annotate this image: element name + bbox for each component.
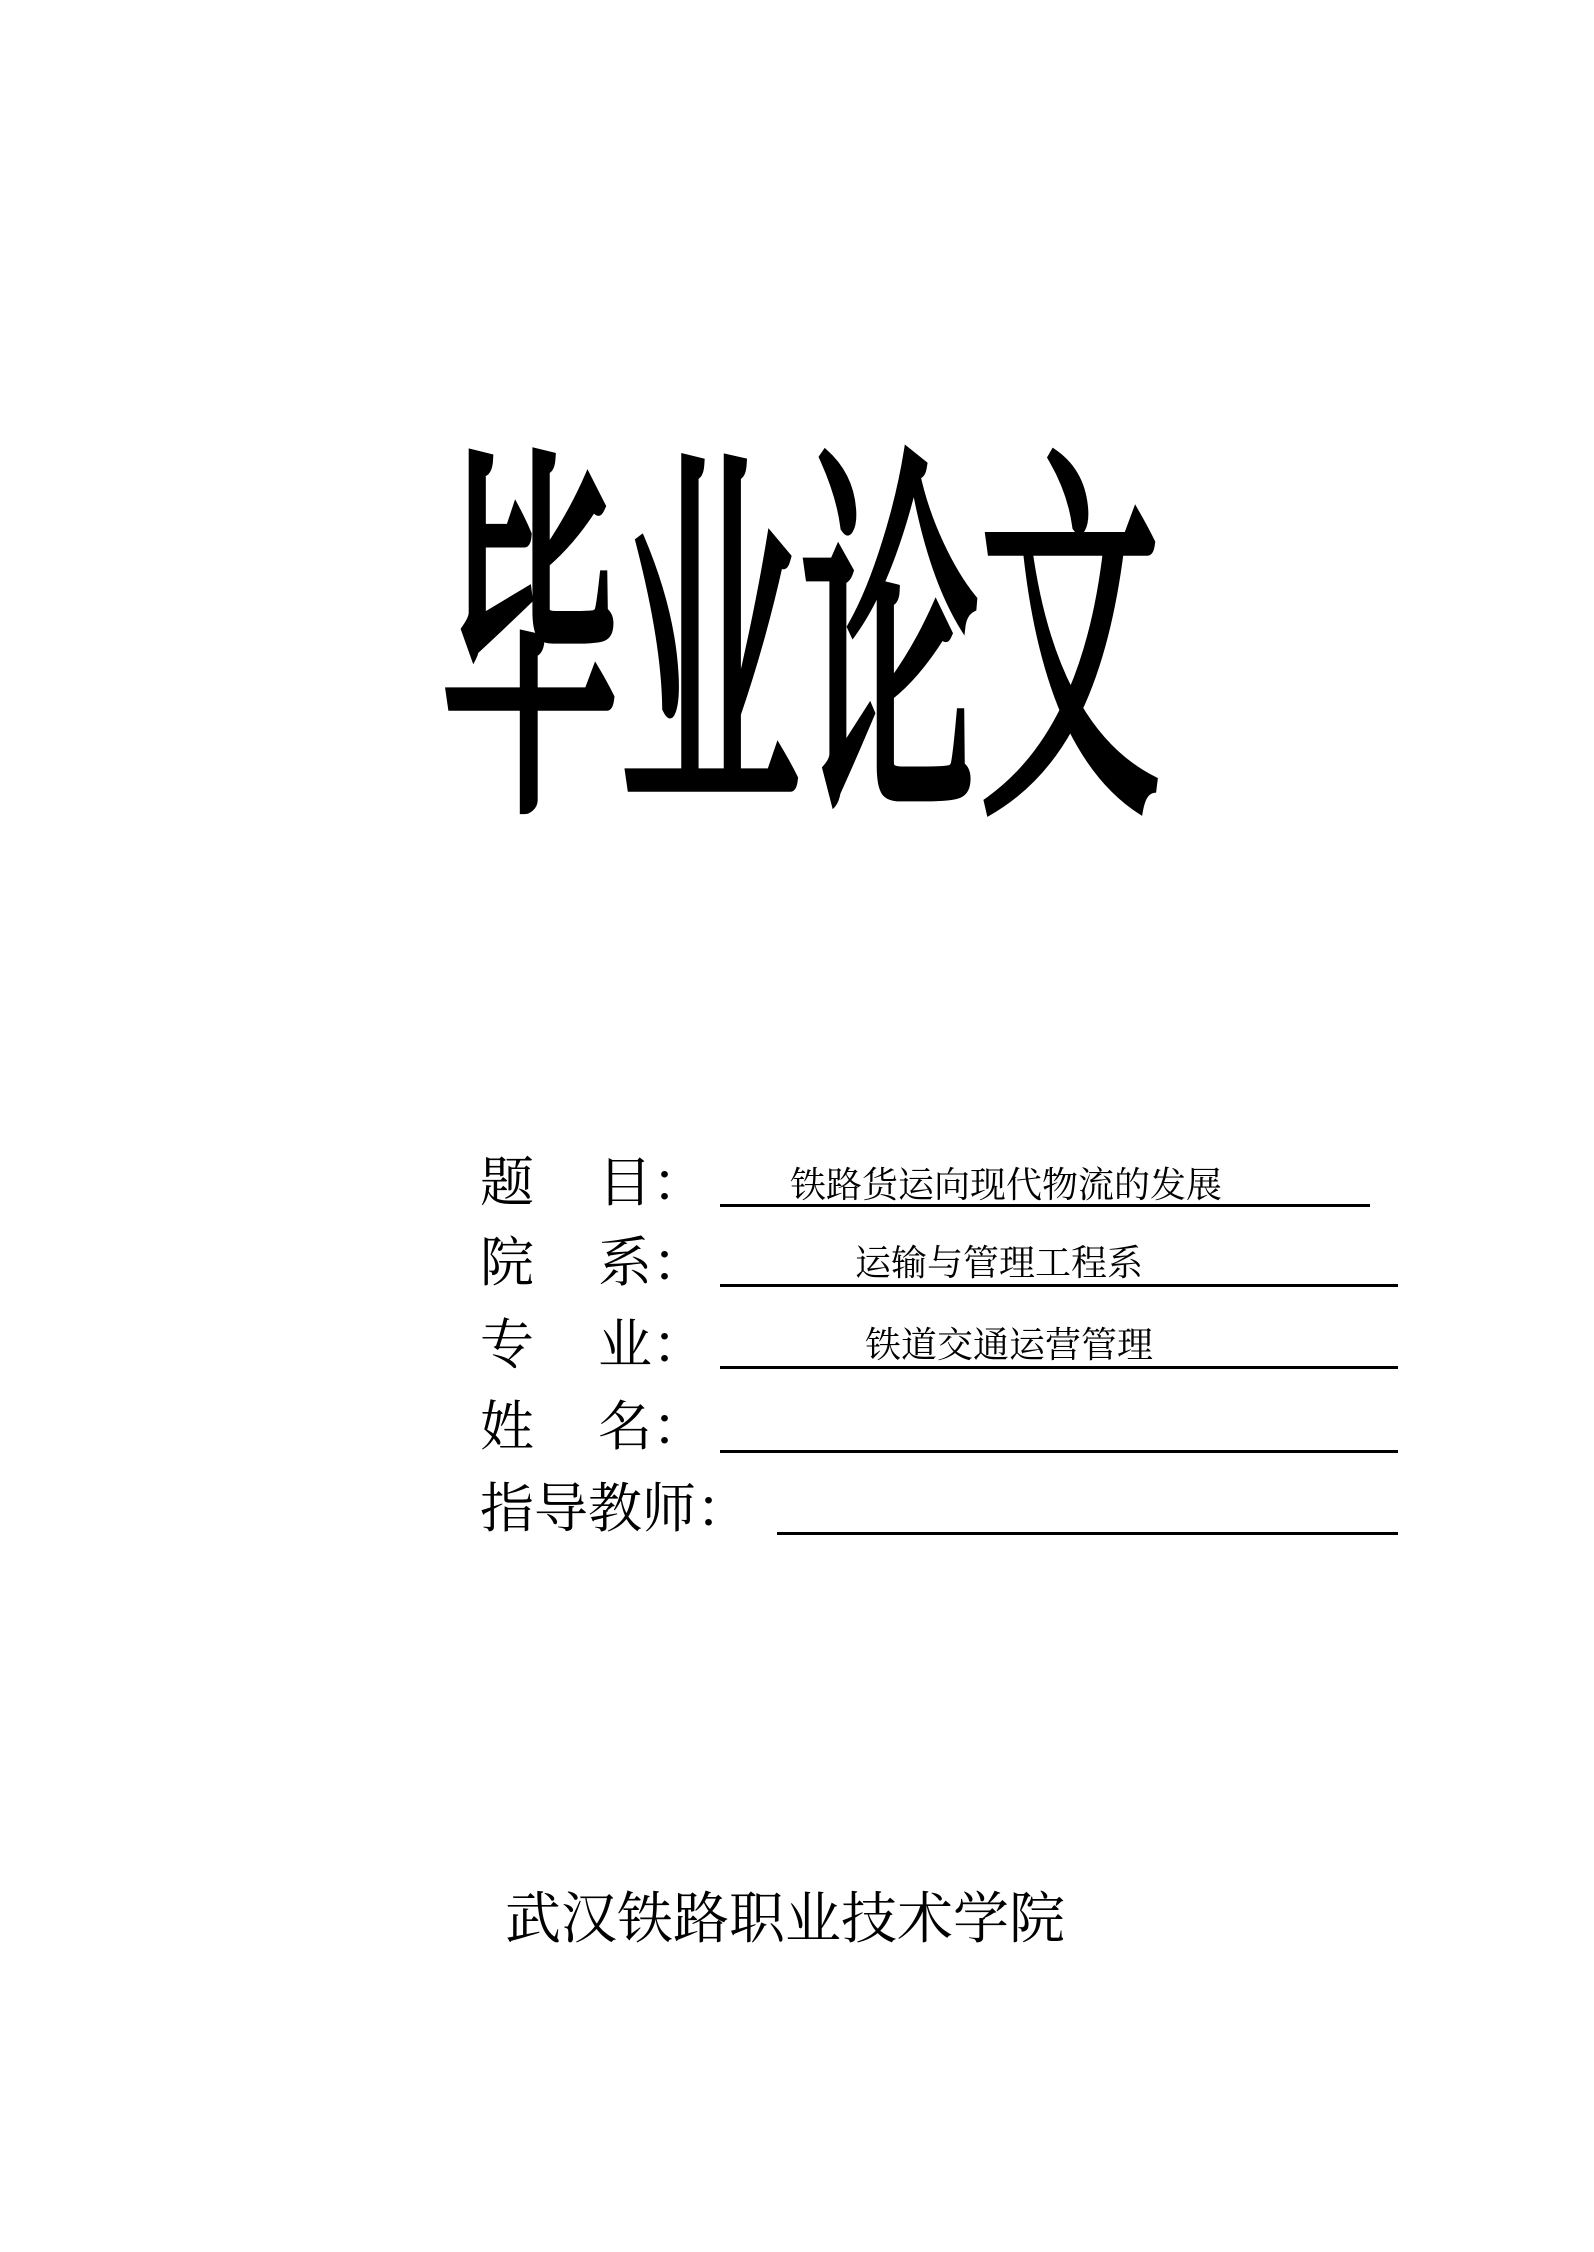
field-label-major — [480, 1312, 706, 1378]
field-label-advisor-text: 指导教师 — [480, 1477, 696, 1540]
field-label-name-char2: 名 — [598, 1395, 652, 1458]
field-label-major-char1: 专 — [480, 1313, 534, 1376]
field-value-topic[interactable]: 铁路货运向现代物流的发展 — [790, 1165, 1223, 1206]
field-row-department — [480, 1230, 1480, 1296]
field-label-topic — [480, 1150, 706, 1216]
field-underline-department — [720, 1284, 1398, 1287]
field-underline-name — [720, 1450, 1398, 1453]
field-row-major — [480, 1312, 1480, 1378]
field-label-department — [480, 1230, 706, 1296]
field-colon-department: ： — [652, 1231, 706, 1294]
field-colon-topic: ： — [652, 1151, 706, 1214]
field-label-name-char1: 姓 — [480, 1395, 534, 1458]
school-name: 武汉铁路职业技术学院 — [505, 1887, 1065, 1952]
field-label-department-char1: 院 — [480, 1231, 534, 1294]
field-label-major-char2: 业 — [598, 1313, 652, 1376]
field-underline-advisor — [777, 1532, 1398, 1535]
field-label-topic-char2: 目 — [598, 1151, 652, 1214]
field-label-name — [480, 1394, 706, 1460]
field-colon-advisor: ： — [696, 1477, 750, 1540]
field-row-topic — [480, 1150, 1480, 1216]
field-label-department-char2: 系 — [598, 1231, 652, 1294]
field-colon-major: ： — [652, 1313, 706, 1376]
field-label-advisor — [480, 1476, 750, 1542]
field-value-department[interactable]: 运输与管理工程系 — [855, 1243, 1144, 1284]
field-label-topic-char1: 题 — [480, 1151, 534, 1214]
field-underline-major — [720, 1366, 1398, 1369]
field-colon-name: ： — [652, 1395, 706, 1458]
field-row-name — [480, 1394, 1480, 1460]
field-value-major[interactable]: 铁道交通运营管理 — [865, 1325, 1154, 1366]
cover-main-title: 毕业论文 — [440, 418, 1160, 870]
field-row-advisor — [480, 1476, 1480, 1542]
